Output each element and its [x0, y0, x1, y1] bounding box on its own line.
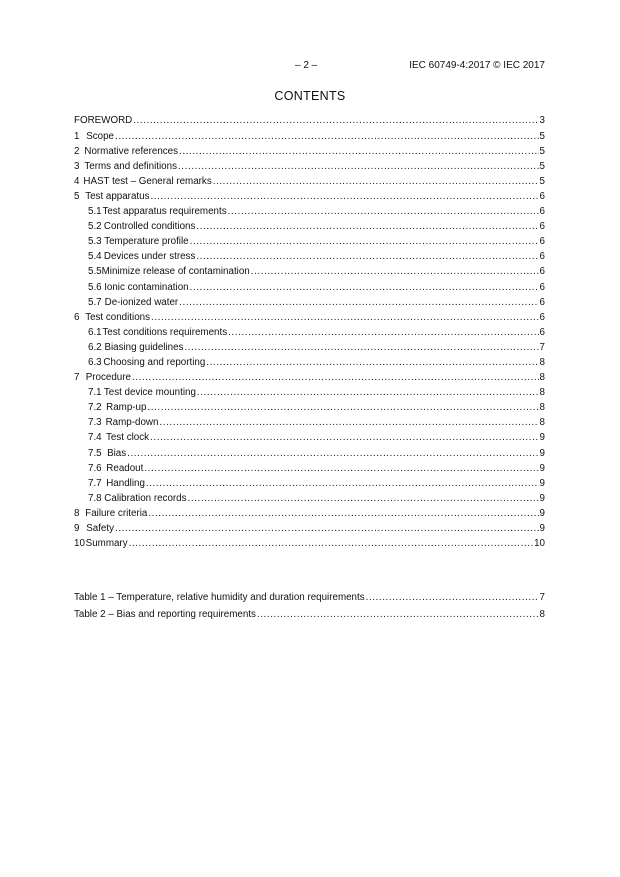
dot-leader — [190, 234, 539, 249]
dot-leader — [190, 280, 539, 295]
toc-entry[interactable] — [74, 249, 545, 264]
toc-entry-number: 7.4 — [88, 432, 102, 444]
toc-entry-label: Temperature profile — [104, 236, 189, 248]
toc-entry-page: 6 — [539, 221, 545, 233]
table-list-label: Table 2 – Bias and reporting requirements — [74, 609, 256, 620]
toc-entry-number: 6 — [74, 311, 80, 323]
toc-entry[interactable] — [74, 446, 545, 461]
toc-entry-number: 6.1 — [88, 326, 102, 338]
toc-entry-label: Failure criteria — [85, 507, 148, 519]
dot-leader — [228, 325, 538, 340]
toc-entry-label: Devices under stress — [103, 251, 196, 263]
dot-leader — [366, 589, 539, 606]
toc-entry-page: 6 — [539, 296, 545, 308]
toc-entry[interactable] — [74, 430, 545, 445]
toc-entry[interactable] — [74, 264, 545, 279]
toc-entry-label: Normative references — [84, 145, 179, 157]
dot-leader — [228, 204, 539, 219]
table-list-page: 7 — [539, 592, 545, 603]
dot-leader — [251, 264, 539, 279]
dot-leader — [150, 189, 538, 204]
page-title: CONTENTS — [274, 89, 346, 103]
toc-entry-page: 6 — [539, 311, 545, 323]
toc-entry-label: Choosing and reporting — [103, 357, 206, 368]
dot-leader — [129, 536, 534, 551]
toc-entry-page: 8 — [539, 417, 545, 429]
toc-entry-number: 4 — [74, 175, 80, 187]
toc-entry[interactable] — [74, 189, 545, 204]
dot-leader — [178, 159, 539, 174]
toc-entry-page: 6 — [539, 251, 545, 263]
toc-entry-page: 9 — [539, 492, 545, 504]
toc-entry[interactable] — [74, 370, 545, 385]
toc-entry-label: Test conditions — [85, 311, 150, 323]
toc-entry-number: 5 — [74, 190, 80, 202]
toc-entry-label: Readout — [106, 462, 144, 474]
toc-entry-page: 9 — [539, 507, 545, 519]
toc-entry-number: 6.3 — [88, 357, 102, 368]
toc-entry-page: 3 — [539, 115, 545, 126]
dot-leader — [179, 295, 538, 310]
toc-entry-label: Test apparatus — [85, 190, 150, 202]
toc-entry-label: Safety — [86, 523, 114, 535]
dot-leader — [150, 430, 539, 445]
toc-entry[interactable] — [74, 204, 545, 219]
toc-entry-label: Controlled conditions — [103, 221, 196, 233]
toc-entry-page: 8 — [539, 357, 545, 368]
dot-leader — [197, 385, 539, 400]
toc-entry-label: FOREWORD — [74, 115, 133, 126]
toc-entry[interactable] — [74, 461, 545, 476]
dot-leader — [151, 310, 539, 325]
toc-entry[interactable] — [74, 415, 545, 430]
toc-entry-label: Terms and definitions — [84, 160, 177, 172]
page-header — [0, 60, 620, 74]
table-list-label: Table 1 – Temperature, relative humidity and duration requirements — [74, 592, 365, 603]
toc-entry-number: 8 — [74, 507, 80, 519]
dot-leader — [257, 606, 539, 623]
toc-entry-page: 5 — [539, 175, 545, 187]
toc-entry-label: Test device mounting — [103, 387, 196, 399]
toc-entry-label: Minimize release of contamination — [101, 266, 250, 278]
table-list-entry[interactable] — [74, 589, 545, 606]
toc-entry-number: 3 — [74, 160, 80, 172]
toc-entry-page: 8 — [539, 402, 545, 414]
toc-entry[interactable] — [74, 385, 545, 400]
toc-entry-page: 6 — [539, 326, 545, 338]
toc-entry[interactable] — [74, 506, 545, 521]
toc-entry-page: 5 — [539, 160, 545, 172]
toc-entry[interactable] — [74, 310, 545, 325]
toc-entry-number: 7.6 — [88, 462, 102, 474]
toc-entry[interactable] — [74, 325, 545, 340]
dot-leader — [147, 400, 538, 415]
toc-entry[interactable] — [74, 129, 545, 144]
toc-entry[interactable] — [74, 159, 545, 174]
dot-leader — [144, 461, 538, 476]
toc-entry-number: 2 — [74, 145, 80, 157]
toc-entry-label: Biasing guidelines — [104, 341, 184, 353]
toc-entry-number: 7.5 — [88, 447, 102, 459]
toc-entry[interactable] — [74, 340, 545, 355]
toc-entry[interactable] — [74, 536, 545, 551]
toc-entry-page: 7 — [539, 341, 545, 353]
toc-entry-label: Summary — [85, 538, 128, 550]
toc-entry[interactable] — [74, 174, 545, 189]
dot-leader — [213, 174, 539, 189]
toc-entry-page: 10 — [534, 538, 545, 550]
toc-entry-page: 9 — [539, 432, 545, 444]
table-of-contents — [74, 112, 545, 551]
toc-entry-number: 5.2 — [88, 221, 102, 233]
dot-leader — [127, 446, 538, 461]
toc-entry-page: 5 — [539, 130, 545, 142]
toc-entry[interactable] — [74, 521, 545, 536]
toc-entry-label: Handling — [106, 477, 145, 489]
toc-entry-label: Ramp-down — [105, 417, 159, 429]
list-of-tables — [74, 589, 545, 623]
toc-entry-number: 7.2 — [88, 402, 102, 414]
toc-entry-page: 6 — [539, 190, 545, 202]
toc-entry-number: 5.3 — [88, 236, 102, 248]
toc-entry-label: Ramp-up — [106, 402, 147, 414]
toc-entry-page: 8 — [539, 387, 545, 399]
toc-entry-page: 6 — [539, 236, 545, 248]
dot-leader — [188, 491, 539, 506]
toc-entry-number: 5.7 — [88, 296, 102, 308]
toc-entry-number: 7.1 — [88, 387, 102, 399]
toc-entry-label: HAST test – General remarks — [83, 175, 212, 187]
toc-entry-label: Test conditions requirements — [102, 326, 228, 338]
toc-entry-page: 6 — [539, 281, 545, 293]
dot-leader — [159, 415, 538, 430]
dot-leader — [196, 219, 538, 234]
toc-entry-page: 9 — [539, 523, 545, 535]
toc-entry-label: Calibration records — [104, 492, 187, 504]
toc-entry[interactable] — [74, 476, 545, 491]
toc-entry-number: 1 — [74, 130, 80, 142]
toc-entry[interactable] — [74, 219, 545, 234]
page-number: – 2 – — [295, 60, 318, 71]
toc-entry-page: 6 — [539, 266, 545, 278]
document-reference: IEC 60749-4:2017 © IEC 2017 — [409, 60, 545, 71]
table-list-entry[interactable] — [74, 606, 545, 623]
toc-entry-number: 6.2 — [88, 341, 102, 353]
toc-entry-label: Scope — [86, 130, 114, 142]
dot-leader — [206, 355, 538, 370]
toc-entry-number: 7.3 — [88, 417, 102, 429]
toc-entry-page: 9 — [539, 477, 545, 489]
toc-entry-number: 5.4 — [88, 251, 102, 263]
toc-entry-number: 5.1 — [88, 206, 102, 218]
toc-entry[interactable] — [74, 491, 545, 506]
toc-entry-number: 9 — [74, 523, 80, 535]
dot-leader — [132, 370, 539, 385]
toc-entry-label: Procedure — [85, 372, 131, 384]
toc-entry-number: 10 — [74, 538, 85, 550]
dot-leader — [179, 144, 539, 159]
dot-leader — [115, 521, 539, 536]
toc-entry-page: 5 — [539, 145, 545, 157]
toc-entry[interactable] — [74, 280, 545, 295]
toc-entry[interactable] — [74, 234, 545, 249]
toc-entry-label: Test clock — [106, 432, 150, 444]
toc-entry-label: De-ionized water — [104, 296, 179, 308]
toc-entry[interactable] — [74, 112, 545, 129]
toc-entry-label: Test apparatus requirements — [102, 206, 227, 218]
toc-entry-page: 6 — [539, 206, 545, 218]
toc-entry-number: 7.7 — [88, 477, 102, 489]
dot-leader — [184, 340, 538, 355]
toc-entry[interactable] — [74, 355, 545, 370]
toc-entry-number: 5.5 — [88, 266, 102, 278]
toc-entry-page: 8 — [539, 372, 545, 384]
toc-entry-label: Ionic contamination — [104, 281, 189, 293]
toc-entry[interactable] — [74, 144, 545, 159]
dot-leader — [196, 249, 538, 264]
toc-entry[interactable] — [74, 295, 545, 310]
dot-leader — [146, 476, 539, 491]
toc-entry-number: 5.6 — [88, 281, 102, 293]
toc-entry-number: 7 — [74, 372, 80, 384]
dot-leader — [148, 506, 538, 521]
toc-entry-number: 7.8 — [88, 492, 102, 504]
toc-entry-page: 9 — [539, 447, 545, 459]
toc-entry[interactable] — [74, 400, 545, 415]
dot-leader — [115, 129, 539, 144]
toc-entry-label: Bias — [107, 447, 127, 459]
toc-entry-page: 9 — [539, 462, 545, 474]
table-list-page: 8 — [539, 609, 545, 620]
